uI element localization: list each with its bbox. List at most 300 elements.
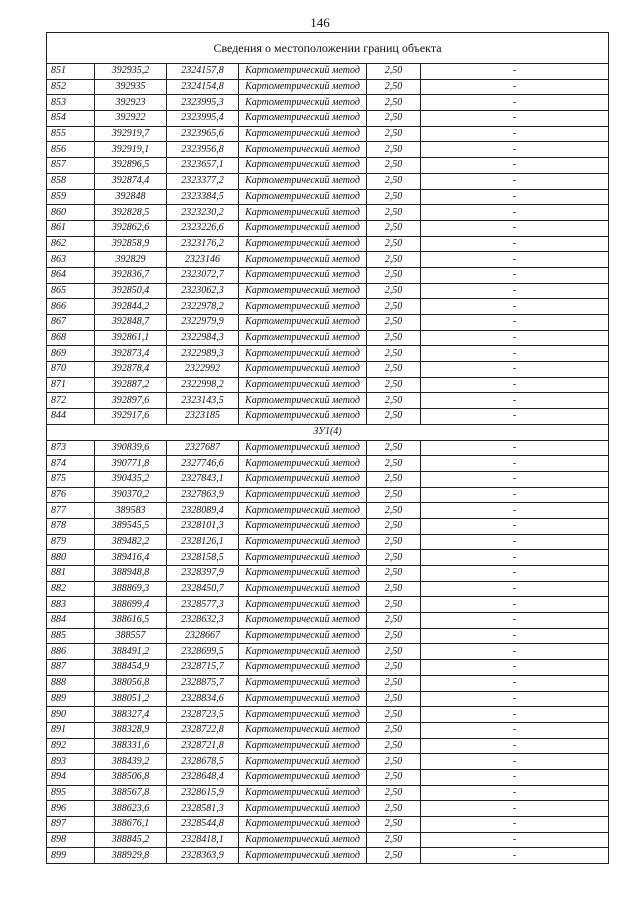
note-cell: - — [421, 785, 609, 801]
method-cell: Картометрический метод — [239, 644, 367, 660]
table-row — [47, 205, 609, 221]
method-cell: Картометрический метод — [239, 675, 367, 691]
table-row — [47, 644, 609, 660]
accuracy-cell: 2,50 — [367, 785, 421, 801]
point-number-cell: 888 — [47, 675, 95, 691]
point-number-cell: 875 — [47, 471, 95, 487]
point-number-cell: 893 — [47, 754, 95, 770]
point-number-cell: 895 — [47, 785, 95, 801]
accuracy-cell: 2,50 — [367, 142, 421, 158]
note-cell: - — [421, 817, 609, 833]
note-cell: - — [421, 362, 609, 378]
accuracy-cell: 2,50 — [367, 205, 421, 221]
note-cell: - — [421, 471, 609, 487]
method-cell: Картометрический метод — [239, 707, 367, 723]
point-number-cell: 859 — [47, 189, 95, 205]
coord-y-cell: 2322978,2 — [167, 299, 239, 315]
coord-y-cell: 2327687 — [167, 440, 239, 456]
accuracy-cell: 2,50 — [367, 534, 421, 550]
accuracy-cell: 2,50 — [367, 722, 421, 738]
coord-x-cell: 388948,8 — [95, 566, 167, 582]
coord-x-cell: 392850,4 — [95, 283, 167, 299]
table-row — [47, 236, 609, 252]
point-number-cell: 854 — [47, 111, 95, 127]
note-cell: - — [421, 487, 609, 503]
note-cell: - — [421, 613, 609, 629]
table-row — [47, 456, 609, 472]
coord-y-cell: 2323176,2 — [167, 236, 239, 252]
coord-y-cell: 2328699,5 — [167, 644, 239, 660]
point-number-cell: 862 — [47, 236, 95, 252]
point-number-cell: 881 — [47, 566, 95, 582]
table-title-row — [47, 33, 609, 64]
method-cell: Картометрический метод — [239, 252, 367, 268]
coord-y-cell: 2328615,9 — [167, 785, 239, 801]
table-row — [47, 707, 609, 723]
table-row — [47, 801, 609, 817]
accuracy-cell: 2,50 — [367, 832, 421, 848]
method-cell: Картометрический метод — [239, 95, 367, 111]
accuracy-cell: 2,50 — [367, 440, 421, 456]
note-cell: - — [421, 126, 609, 142]
point-number-cell: 878 — [47, 518, 95, 534]
coord-x-cell: 388328,9 — [95, 722, 167, 738]
method-cell: Картометрический метод — [239, 142, 367, 158]
table-row — [47, 142, 609, 158]
coord-y-cell: 2328089,4 — [167, 503, 239, 519]
accuracy-cell: 2,50 — [367, 377, 421, 393]
point-number-cell: 871 — [47, 377, 95, 393]
point-number-cell: 861 — [47, 220, 95, 236]
point-number-cell: 869 — [47, 346, 95, 362]
coord-y-cell: 2323143,5 — [167, 393, 239, 409]
accuracy-cell: 2,50 — [367, 409, 421, 425]
accuracy-cell: 2,50 — [367, 628, 421, 644]
method-cell: Картометрический метод — [239, 283, 367, 299]
note-cell: - — [421, 220, 609, 236]
accuracy-cell: 2,50 — [367, 346, 421, 362]
point-number-cell: 899 — [47, 848, 95, 864]
method-cell: Картометрический метод — [239, 362, 367, 378]
table-row — [47, 848, 609, 864]
table-row — [47, 189, 609, 205]
coord-x-cell: 388051,2 — [95, 691, 167, 707]
method-cell: Картометрический метод — [239, 315, 367, 331]
note-cell: - — [421, 111, 609, 127]
note-cell: - — [421, 158, 609, 174]
coord-y-cell: 2322984,3 — [167, 330, 239, 346]
method-cell: Картометрический метод — [239, 267, 367, 283]
table-row — [47, 722, 609, 738]
table-row — [47, 95, 609, 111]
coord-y-cell: 2328722,8 — [167, 722, 239, 738]
method-cell: Картометрический метод — [239, 158, 367, 174]
note-cell: - — [421, 566, 609, 582]
point-number-cell: 858 — [47, 173, 95, 189]
coord-y-cell: 2328126,1 — [167, 534, 239, 550]
page-number: 146 — [310, 15, 330, 30]
note-cell: - — [421, 283, 609, 299]
coord-x-cell: 392848 — [95, 189, 167, 205]
accuracy-cell: 2,50 — [367, 95, 421, 111]
accuracy-cell: 2,50 — [367, 754, 421, 770]
note-cell: - — [421, 252, 609, 268]
accuracy-cell: 2,50 — [367, 566, 421, 582]
table-row — [47, 79, 609, 95]
point-number-cell: 856 — [47, 142, 95, 158]
coord-y-cell: 2328577,3 — [167, 597, 239, 613]
method-cell: Картометрический метод — [239, 111, 367, 127]
coord-y-cell: 2327863,9 — [167, 487, 239, 503]
note-cell: - — [421, 769, 609, 785]
method-cell: Картометрический метод — [239, 471, 367, 487]
point-number-cell: 887 — [47, 660, 95, 676]
coord-y-cell: 2323146 — [167, 252, 239, 268]
table-row — [47, 534, 609, 550]
coord-x-cell: 388557 — [95, 628, 167, 644]
table-row — [47, 675, 609, 691]
note-cell: - — [421, 95, 609, 111]
coord-x-cell: 389482,2 — [95, 534, 167, 550]
coord-x-cell: 392922 — [95, 111, 167, 127]
note-cell: - — [421, 79, 609, 95]
accuracy-cell: 2,50 — [367, 487, 421, 503]
coord-x-cell: 388869,3 — [95, 581, 167, 597]
method-cell: Картометрический метод — [239, 503, 367, 519]
table-row — [47, 283, 609, 299]
method-cell: Картометрический метод — [239, 518, 367, 534]
accuracy-cell: 2,50 — [367, 848, 421, 864]
coord-x-cell: 392923 — [95, 95, 167, 111]
point-number-cell: 879 — [47, 534, 95, 550]
method-cell: Картометрический метод — [239, 377, 367, 393]
point-number-cell: 870 — [47, 362, 95, 378]
table-row — [47, 267, 609, 283]
note-cell: - — [421, 503, 609, 519]
coord-y-cell: 2328875,7 — [167, 675, 239, 691]
method-cell: Картометрический метод — [239, 597, 367, 613]
point-number-cell: 855 — [47, 126, 95, 142]
method-cell: Картометрический метод — [239, 754, 367, 770]
point-number-cell: 872 — [47, 393, 95, 409]
coord-y-cell: 2323384,5 — [167, 189, 239, 205]
coord-x-cell: 388491,2 — [95, 644, 167, 660]
table-row — [47, 440, 609, 456]
table-row — [47, 660, 609, 676]
accuracy-cell: 2,50 — [367, 126, 421, 142]
method-cell: Картометрический метод — [239, 346, 367, 362]
coord-x-cell: 392861,1 — [95, 330, 167, 346]
method-cell: Картометрический метод — [239, 173, 367, 189]
coord-y-cell: 2323072,7 — [167, 267, 239, 283]
point-number-cell: 864 — [47, 267, 95, 283]
coord-y-cell: 2322992 — [167, 362, 239, 378]
table-row — [47, 111, 609, 127]
note-cell: - — [421, 832, 609, 848]
table-row — [47, 346, 609, 362]
point-number-cell: 865 — [47, 283, 95, 299]
table-row — [47, 566, 609, 582]
note-cell: - — [421, 518, 609, 534]
accuracy-cell: 2,50 — [367, 267, 421, 283]
table-row — [47, 362, 609, 378]
coord-x-cell: 388623,6 — [95, 801, 167, 817]
accuracy-cell: 2,50 — [367, 158, 421, 174]
point-number-cell: 892 — [47, 738, 95, 754]
coord-y-cell: 2328418,1 — [167, 832, 239, 848]
point-number-cell: 890 — [47, 707, 95, 723]
coord-y-cell: 2324157,8 — [167, 64, 239, 80]
coord-x-cell: 388327,4 — [95, 707, 167, 723]
accuracy-cell: 2,50 — [367, 471, 421, 487]
accuracy-cell: 2,50 — [367, 503, 421, 519]
table-row — [47, 158, 609, 174]
accuracy-cell: 2,50 — [367, 707, 421, 723]
note-cell: - — [421, 205, 609, 221]
coord-y-cell: 2323230,2 — [167, 205, 239, 221]
table-row — [47, 409, 609, 425]
accuracy-cell: 2,50 — [367, 315, 421, 331]
note-cell: - — [421, 330, 609, 346]
coord-y-cell: 2323657,1 — [167, 158, 239, 174]
coord-y-cell: 2328723,5 — [167, 707, 239, 723]
coord-x-cell: 388699,4 — [95, 597, 167, 613]
coord-x-cell: 388676,1 — [95, 817, 167, 833]
accuracy-cell: 2,50 — [367, 801, 421, 817]
method-cell: Картометрический метод — [239, 722, 367, 738]
note-cell: - — [421, 660, 609, 676]
coord-y-cell: 2328397,9 — [167, 566, 239, 582]
accuracy-cell: 2,50 — [367, 173, 421, 189]
note-cell: - — [421, 848, 609, 864]
coord-x-cell: 392848,7 — [95, 315, 167, 331]
coord-x-cell: 392858,9 — [95, 236, 167, 252]
coord-y-cell: 2328363,9 — [167, 848, 239, 864]
note-cell: - — [421, 315, 609, 331]
method-cell: Картометрический метод — [239, 456, 367, 472]
point-number-cell: 894 — [47, 769, 95, 785]
coord-x-cell: 388567,8 — [95, 785, 167, 801]
coord-y-cell: 2327843,1 — [167, 471, 239, 487]
coord-x-cell: 388439,2 — [95, 754, 167, 770]
coord-y-cell: 2323226,6 — [167, 220, 239, 236]
coord-y-cell: 2322998,2 — [167, 377, 239, 393]
accuracy-cell: 2,50 — [367, 79, 421, 95]
table-body — [47, 33, 609, 864]
note-cell: - — [421, 456, 609, 472]
table-row — [47, 173, 609, 189]
accuracy-cell: 2,50 — [367, 817, 421, 833]
accuracy-cell: 2,50 — [367, 613, 421, 629]
table-row — [47, 817, 609, 833]
coord-x-cell: 392896,5 — [95, 158, 167, 174]
method-cell: Картометрический метод — [239, 205, 367, 221]
coord-y-cell: 2323185 — [167, 409, 239, 425]
table-row — [47, 252, 609, 268]
table-row — [47, 691, 609, 707]
coord-y-cell: 2323062,3 — [167, 283, 239, 299]
method-cell: Картометрический метод — [239, 801, 367, 817]
point-number-cell: 853 — [47, 95, 95, 111]
note-cell: - — [421, 440, 609, 456]
table-row — [47, 832, 609, 848]
point-number-cell: 876 — [47, 487, 95, 503]
coord-x-cell: 392874,4 — [95, 173, 167, 189]
point-number-cell: 896 — [47, 801, 95, 817]
coord-x-cell: 392862,6 — [95, 220, 167, 236]
accuracy-cell: 2,50 — [367, 330, 421, 346]
method-cell: Картометрический метод — [239, 64, 367, 80]
coord-x-cell: 392935 — [95, 79, 167, 95]
method-cell: Картометрический метод — [239, 581, 367, 597]
boundary-coordinates-table — [46, 32, 609, 864]
point-number-cell: 873 — [47, 440, 95, 456]
coord-y-cell: 2328678,5 — [167, 754, 239, 770]
method-cell: Картометрический метод — [239, 79, 367, 95]
accuracy-cell: 2,50 — [367, 660, 421, 676]
note-cell: - — [421, 64, 609, 80]
point-number-cell: 877 — [47, 503, 95, 519]
table-title: Сведения о местоположении границ объекта — [47, 33, 609, 64]
method-cell: Картометрический метод — [239, 550, 367, 566]
accuracy-cell: 2,50 — [367, 283, 421, 299]
point-number-cell: 866 — [47, 299, 95, 315]
accuracy-cell: 2,50 — [367, 581, 421, 597]
accuracy-cell: 2,50 — [367, 362, 421, 378]
table-row — [47, 769, 609, 785]
point-number-cell: 885 — [47, 628, 95, 644]
coord-y-cell: 2328101,3 — [167, 518, 239, 534]
method-cell: Картометрический метод — [239, 628, 367, 644]
coord-x-cell: 392878,4 — [95, 362, 167, 378]
note-cell: - — [421, 189, 609, 205]
accuracy-cell: 2,50 — [367, 456, 421, 472]
coord-x-cell: 392828,5 — [95, 205, 167, 221]
table-row — [47, 613, 609, 629]
coord-x-cell: 389583 — [95, 503, 167, 519]
coord-y-cell: 2328715,7 — [167, 660, 239, 676]
note-cell: - — [421, 173, 609, 189]
section-row — [47, 424, 609, 440]
table-row — [47, 597, 609, 613]
accuracy-cell: 2,50 — [367, 518, 421, 534]
table-row — [47, 487, 609, 503]
accuracy-cell: 2,50 — [367, 393, 421, 409]
table-row — [47, 550, 609, 566]
coord-x-cell: 390435,2 — [95, 471, 167, 487]
coord-y-cell: 2323995,4 — [167, 111, 239, 127]
table-row — [47, 126, 609, 142]
table-row — [47, 738, 609, 754]
note-cell: - — [421, 346, 609, 362]
coord-x-cell: 390839,6 — [95, 440, 167, 456]
note-cell: - — [421, 707, 609, 723]
section-label: ЗУ1(4) — [47, 424, 609, 440]
method-cell: Картометрический метод — [239, 566, 367, 582]
table-row — [47, 220, 609, 236]
coord-x-cell: 388331,6 — [95, 738, 167, 754]
method-cell: Картометрический метод — [239, 848, 367, 864]
method-cell: Картометрический метод — [239, 691, 367, 707]
coord-x-cell: 392919,7 — [95, 126, 167, 142]
accuracy-cell: 2,50 — [367, 299, 421, 315]
coord-x-cell: 392887,2 — [95, 377, 167, 393]
point-number-cell: 860 — [47, 205, 95, 221]
point-number-cell: 889 — [47, 691, 95, 707]
accuracy-cell: 2,50 — [367, 769, 421, 785]
coord-y-cell: 2323377,2 — [167, 173, 239, 189]
coord-y-cell: 2328450,7 — [167, 581, 239, 597]
coord-y-cell: 2328158,5 — [167, 550, 239, 566]
table-row — [47, 315, 609, 331]
note-cell: - — [421, 644, 609, 660]
note-cell: - — [421, 801, 609, 817]
method-cell: Картометрический метод — [239, 769, 367, 785]
coord-y-cell: 2328632,3 — [167, 613, 239, 629]
note-cell: - — [421, 722, 609, 738]
method-cell: Картометрический метод — [239, 487, 367, 503]
point-number-cell: 880 — [47, 550, 95, 566]
table-row — [47, 471, 609, 487]
accuracy-cell: 2,50 — [367, 220, 421, 236]
table-row — [47, 377, 609, 393]
coord-x-cell: 388845,2 — [95, 832, 167, 848]
coord-y-cell: 2322979,9 — [167, 315, 239, 331]
note-cell: - — [421, 236, 609, 252]
coord-x-cell: 390370,2 — [95, 487, 167, 503]
coord-x-cell: 392836,7 — [95, 267, 167, 283]
table-row — [47, 785, 609, 801]
method-cell: Картометрический метод — [239, 660, 367, 676]
coord-x-cell: 388929,8 — [95, 848, 167, 864]
point-number-cell: 882 — [47, 581, 95, 597]
method-cell: Картометрический метод — [239, 832, 367, 848]
coord-y-cell: 2322989,3 — [167, 346, 239, 362]
note-cell: - — [421, 267, 609, 283]
coord-x-cell: 392897,6 — [95, 393, 167, 409]
accuracy-cell: 2,50 — [367, 111, 421, 127]
coord-x-cell: 392829 — [95, 252, 167, 268]
coord-x-cell: 389416,4 — [95, 550, 167, 566]
accuracy-cell: 2,50 — [367, 738, 421, 754]
coord-y-cell: 2328834,6 — [167, 691, 239, 707]
coord-x-cell: 392917,6 — [95, 409, 167, 425]
table-row — [47, 503, 609, 519]
point-number-cell: 867 — [47, 315, 95, 331]
method-cell: Картометрический метод — [239, 738, 367, 754]
point-number-cell: 851 — [47, 64, 95, 80]
coord-y-cell: 2328721,8 — [167, 738, 239, 754]
coord-x-cell: 392935,2 — [95, 64, 167, 80]
table-row — [47, 64, 609, 80]
accuracy-cell: 2,50 — [367, 64, 421, 80]
note-cell: - — [421, 409, 609, 425]
point-number-cell: 898 — [47, 832, 95, 848]
accuracy-cell: 2,50 — [367, 644, 421, 660]
method-cell: Картометрический метод — [239, 534, 367, 550]
method-cell: Картометрический метод — [239, 220, 367, 236]
note-cell: - — [421, 675, 609, 691]
coord-y-cell: 2324154,8 — [167, 79, 239, 95]
point-number-cell: 868 — [47, 330, 95, 346]
coord-x-cell: 390771,8 — [95, 456, 167, 472]
coord-y-cell: 2328544,8 — [167, 817, 239, 833]
point-number-cell: 897 — [47, 817, 95, 833]
accuracy-cell: 2,50 — [367, 691, 421, 707]
coord-y-cell: 2323965,6 — [167, 126, 239, 142]
method-cell: Картометрический метод — [239, 299, 367, 315]
accuracy-cell: 2,50 — [367, 675, 421, 691]
